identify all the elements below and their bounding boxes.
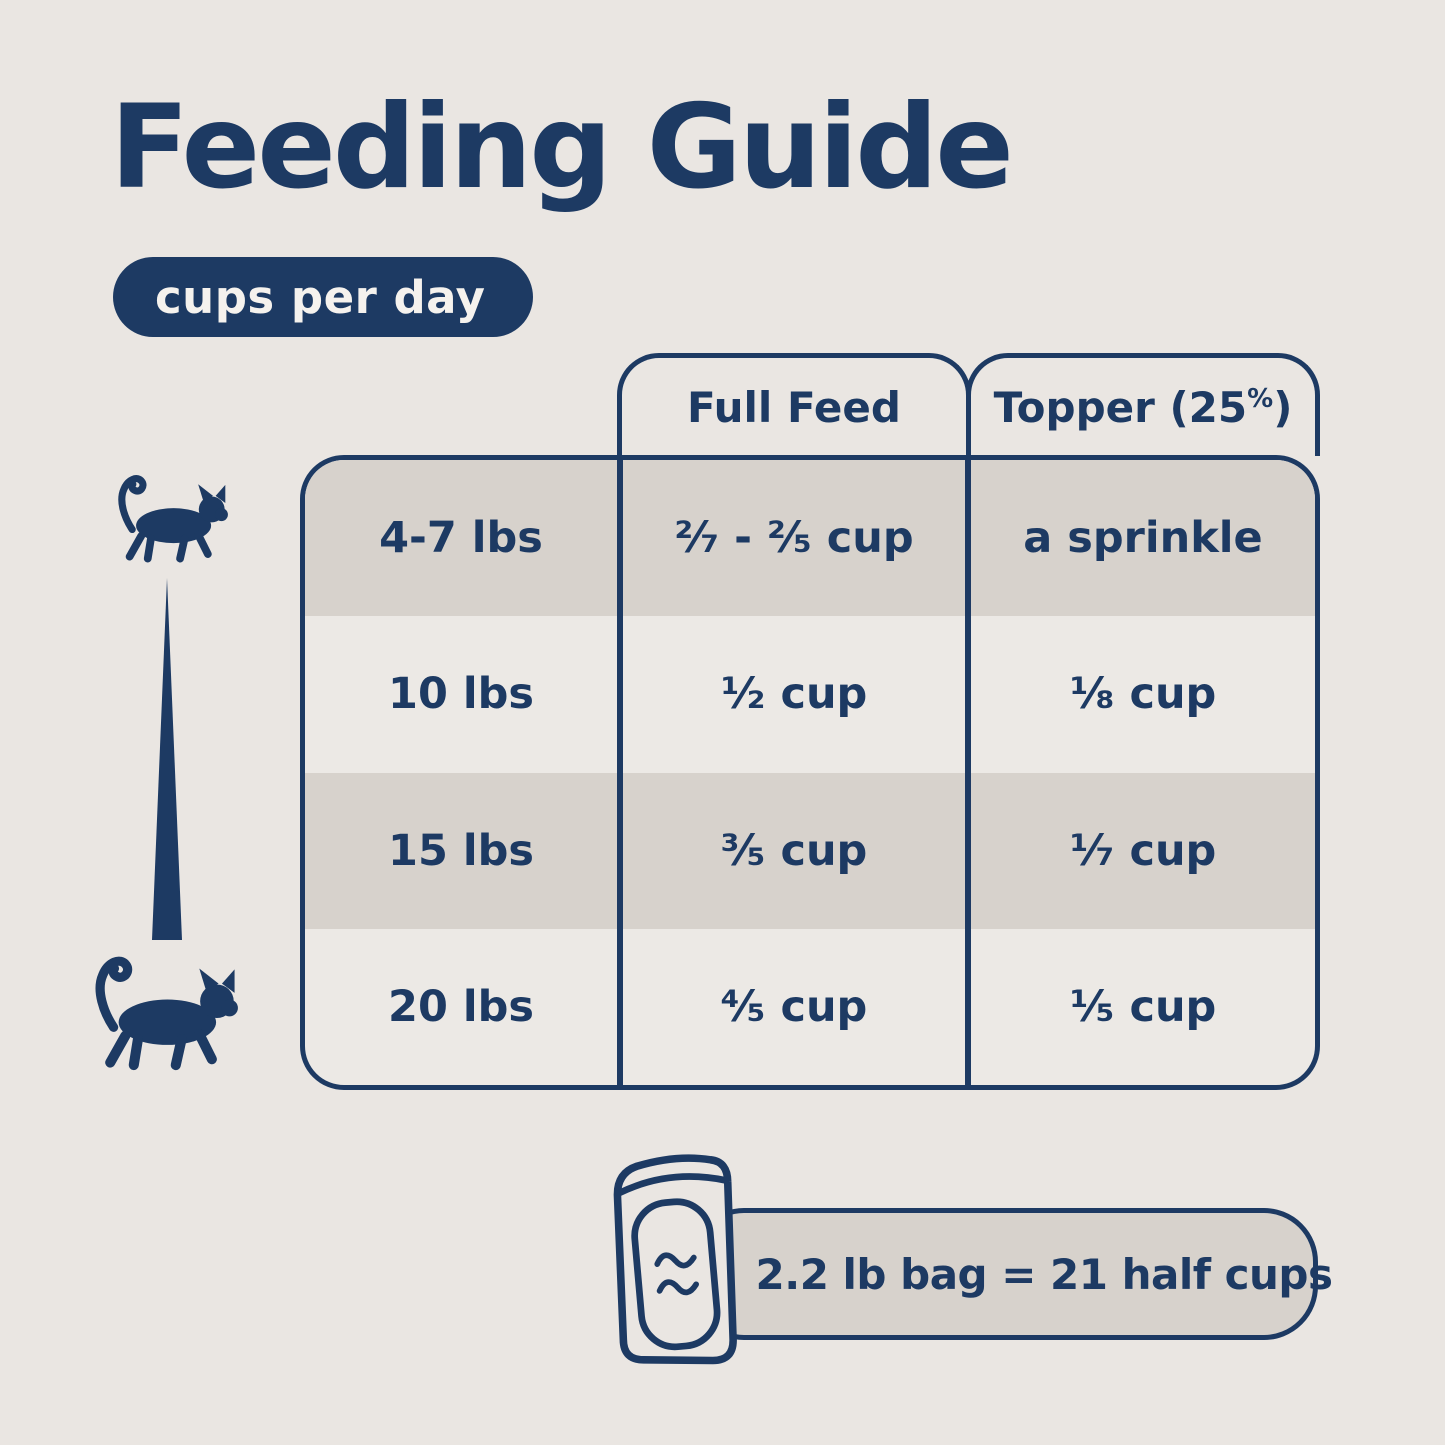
topper-cell: ¹⁄₈ cup <box>1069 669 1217 720</box>
large-cat-icon <box>80 950 248 1076</box>
page-title: Feeding Guide <box>110 80 1011 215</box>
percent-superscript: % <box>1247 383 1274 414</box>
column-divider <box>617 460 623 1085</box>
column-header-full-feed <box>617 353 971 456</box>
bag-note-pill <box>690 1208 1333 1340</box>
column-divider <box>965 460 971 1085</box>
column-header-topper <box>966 353 1320 456</box>
topper-cell: ¹⁄₇ cup <box>1069 825 1217 876</box>
topper-cell: ¹⁄₅ cup <box>1069 981 1217 1032</box>
full-feed-cell: ⁴⁄₅ cup <box>720 981 868 1032</box>
weight-cell: 4-7 lbs <box>379 513 543 564</box>
weight-cell: 10 lbs <box>388 669 534 720</box>
topper-cell: a sprinkle <box>1023 513 1263 564</box>
size-scale-taper-icon <box>152 578 182 940</box>
full-feed-cell: ²⁄₇ - ²⁄₅ cup <box>674 513 914 564</box>
bag-note-label: 2.2 lb bag = 21 half cups <box>755 1249 1333 1299</box>
topper-label: Topper (25%) <box>993 382 1293 432</box>
full-feed-cell: ¹⁄₂ cup <box>720 669 868 720</box>
full-feed-cell: ³⁄₅ cup <box>720 825 868 876</box>
table-row <box>305 929 1315 1085</box>
subtitle-label: cups per day <box>155 270 486 324</box>
food-bag-icon <box>585 1145 770 1383</box>
weight-cell: 20 lbs <box>388 981 534 1032</box>
table-row <box>305 460 1315 616</box>
table-row <box>305 773 1315 929</box>
weight-cell: 15 lbs <box>388 825 534 876</box>
small-cat-icon <box>106 470 236 567</box>
subtitle-pill <box>113 257 533 337</box>
table-row <box>305 616 1315 772</box>
full-feed-label: Full Feed <box>687 382 901 432</box>
feeding-table <box>300 455 1320 1090</box>
